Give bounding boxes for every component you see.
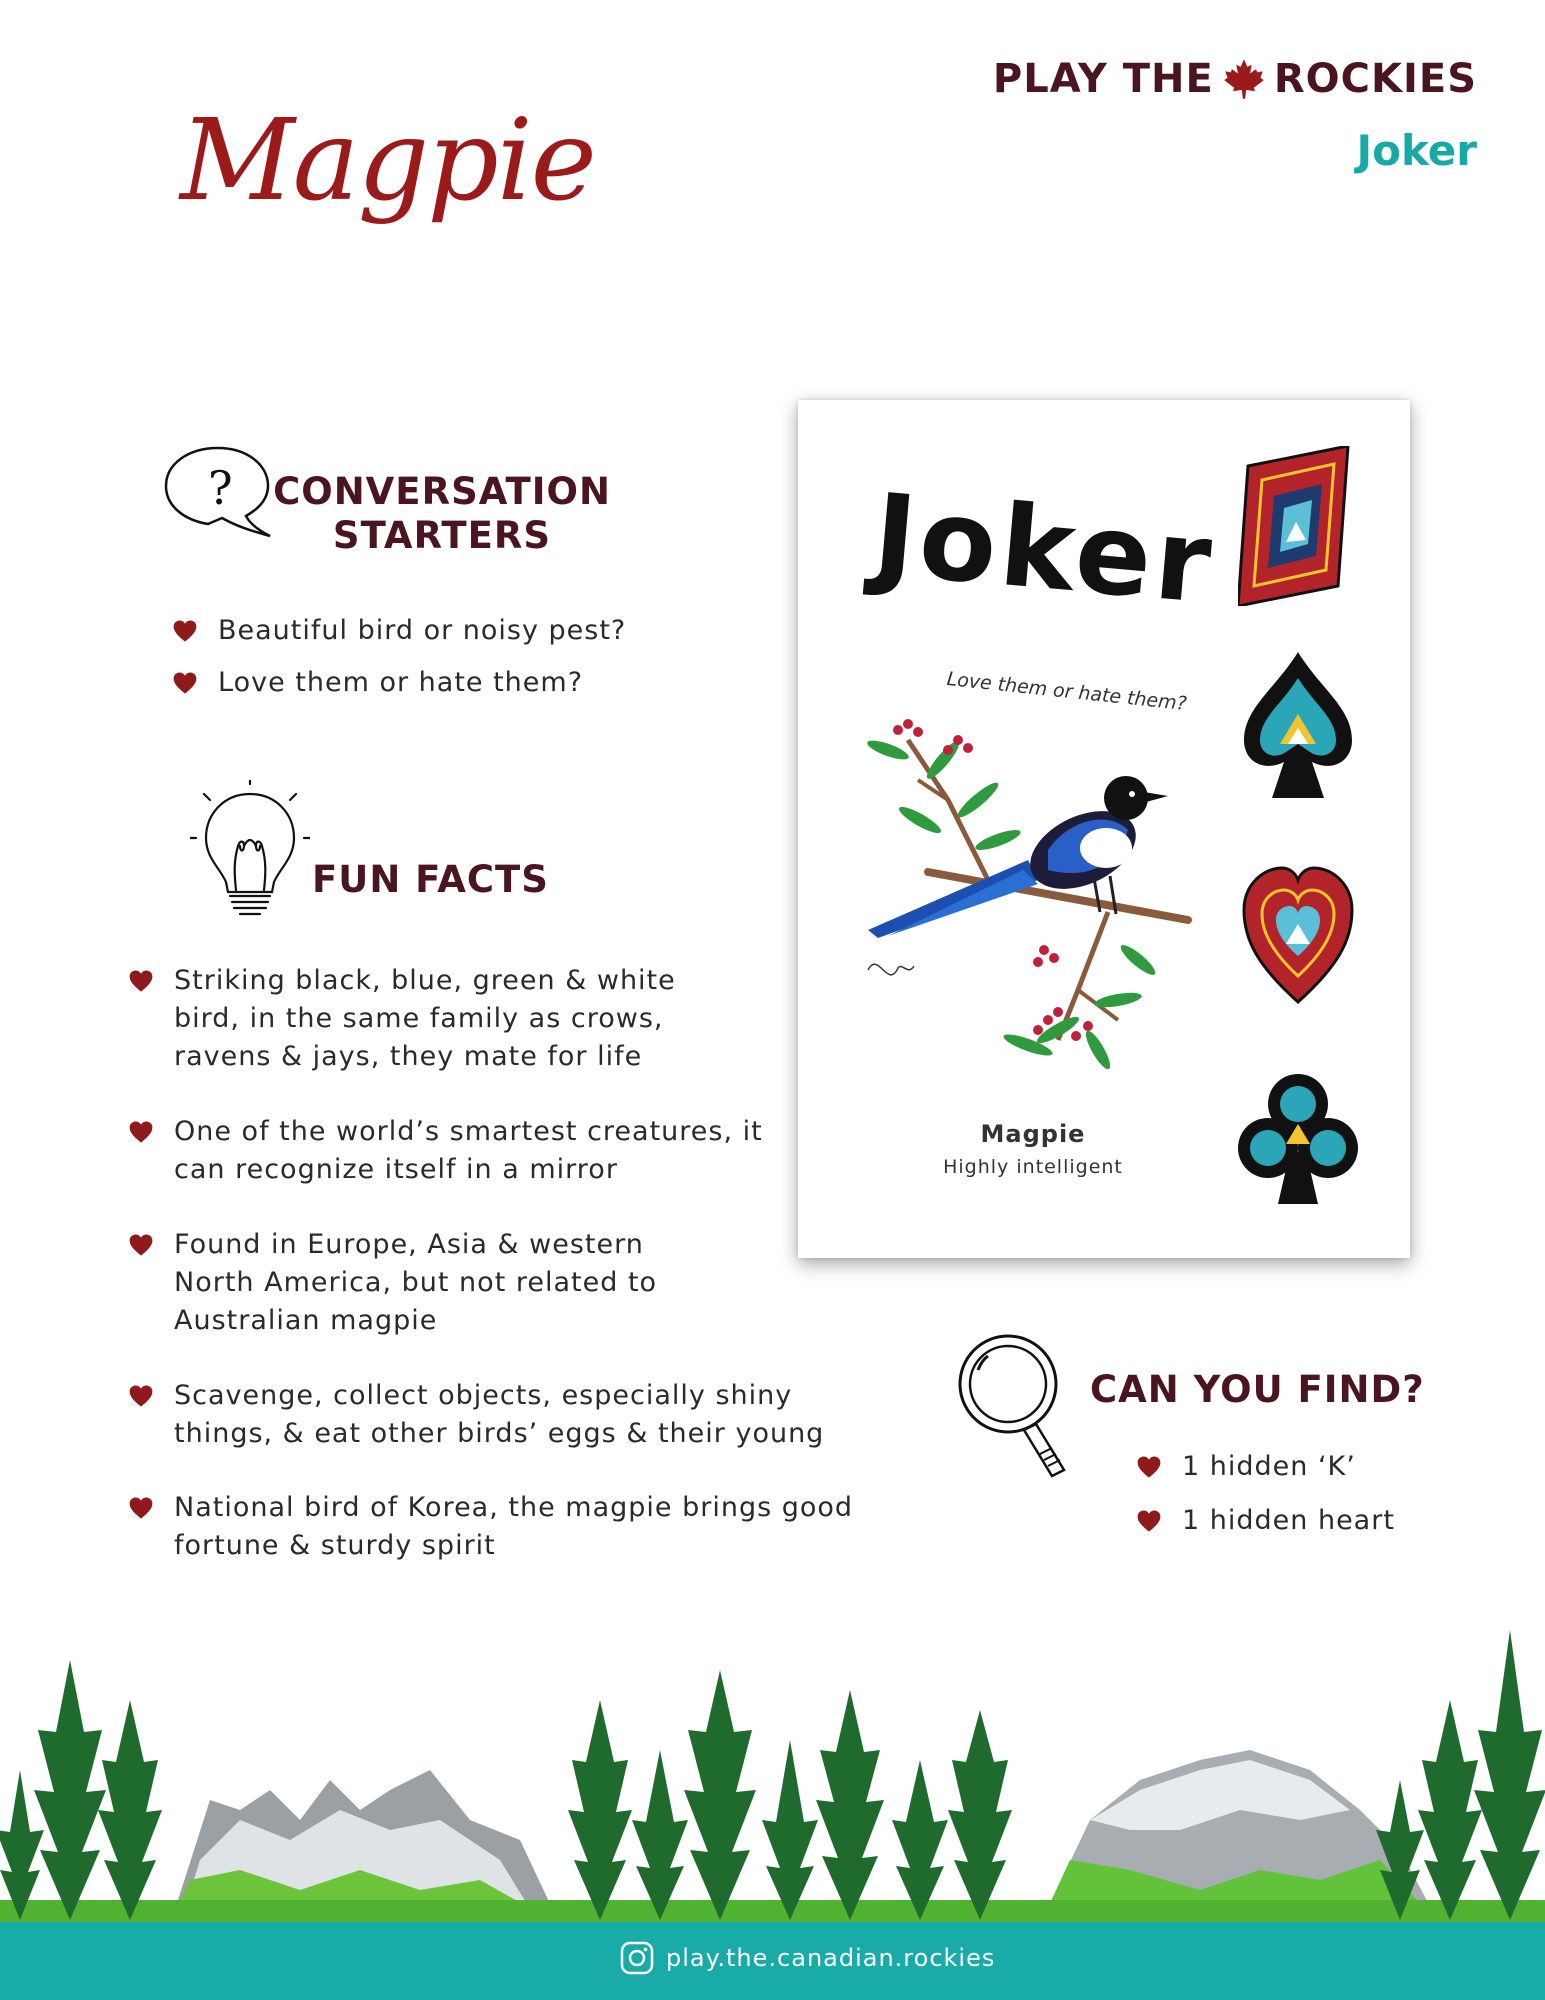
find-heading: CAN YOU FIND? bbox=[1090, 1368, 1425, 1411]
list-item bbox=[128, 1113, 763, 1189]
heart-bullet-icon bbox=[1136, 1454, 1162, 1480]
list-item bbox=[128, 1226, 657, 1340]
diamond-suit-icon bbox=[1238, 446, 1358, 606]
list-item-text: 1 hidden heart bbox=[1182, 1505, 1395, 1536]
list-item-text: Beautiful bird or noisy pest? bbox=[218, 615, 627, 646]
heart-bullet-icon bbox=[172, 670, 198, 696]
magnifier-icon bbox=[954, 1330, 1066, 1490]
list-item-text: Love them or hate them? bbox=[218, 667, 584, 698]
list-item bbox=[172, 612, 626, 650]
conversation-heading-line2: STARTERS bbox=[332, 514, 552, 558]
card-subtitle: Joker bbox=[1356, 126, 1477, 175]
heart-bullet-icon bbox=[128, 1495, 154, 1521]
list-item bbox=[128, 1489, 853, 1565]
joker-card bbox=[798, 400, 1410, 1258]
club-suit-icon bbox=[1238, 1072, 1358, 1208]
brand-logo bbox=[993, 56, 1477, 102]
page-title: Magpie bbox=[180, 96, 595, 226]
list-item bbox=[1136, 1502, 1395, 1540]
heart-bullet-icon bbox=[128, 1232, 154, 1258]
heart-bullet-icon bbox=[1136, 1508, 1162, 1534]
heart-bullet-icon bbox=[172, 618, 198, 644]
brand-right: ROCKIES bbox=[1273, 56, 1477, 102]
speech-bubble-question-icon bbox=[160, 440, 278, 540]
heart-bullet-icon bbox=[128, 1119, 154, 1145]
brand-left: PLAY THE bbox=[992, 56, 1214, 102]
list-item bbox=[172, 664, 583, 702]
list-item bbox=[128, 962, 676, 1076]
heart-bullet-icon bbox=[128, 1383, 154, 1409]
social-handle-text: play.the.canadian.rockies bbox=[666, 1944, 996, 1972]
instagram-icon bbox=[620, 1941, 654, 1975]
social-handle[interactable] bbox=[620, 1941, 995, 1975]
list-item-text: Scavenge, collect objects, especially shiny things, & eat other birds’ eggs & their young bbox=[174, 1380, 825, 1449]
list-item bbox=[128, 1377, 824, 1453]
lightbulb-icon bbox=[190, 780, 310, 928]
heart-bullet-icon bbox=[128, 968, 154, 994]
card-tagline: Love them or hate them? bbox=[945, 668, 1188, 716]
list-item-text: National bird of Korea, the magpie brings good fortune & sturdy spirit bbox=[174, 1492, 854, 1561]
list-item-text: One of the world’s smartest creatures, it can recognize itself in a mirror bbox=[174, 1116, 763, 1185]
conversation-heading bbox=[272, 470, 612, 559]
card-bird-desc: Highly intelligent bbox=[943, 1156, 1123, 1178]
list-item bbox=[1136, 1448, 1356, 1486]
list-item-text: Striking black, blue, green & white bird, in the same family as crows, ravens & jays, they mate for life bbox=[174, 965, 676, 1072]
conversation-heading-line1: CONVERSATION bbox=[273, 470, 611, 513]
heart-suit-icon bbox=[1242, 866, 1354, 1006]
card-title: Joker bbox=[868, 470, 1220, 630]
spade-suit-icon bbox=[1240, 648, 1356, 808]
svg-text:?: ? bbox=[208, 461, 233, 515]
list-item-text: Found in Europe, Asia & western North America, but not related to Australian magpie bbox=[174, 1229, 658, 1336]
magpie-illustration bbox=[848, 700, 1228, 1080]
mountain-forest-illustration bbox=[0, 1620, 1545, 1925]
fun-facts-heading: FUN FACTS bbox=[312, 858, 549, 901]
list-item-text: 1 hidden ‘K’ bbox=[1182, 1451, 1356, 1482]
card-bird-name: Magpie bbox=[980, 1120, 1086, 1148]
maple-leaf-icon bbox=[1222, 57, 1266, 101]
